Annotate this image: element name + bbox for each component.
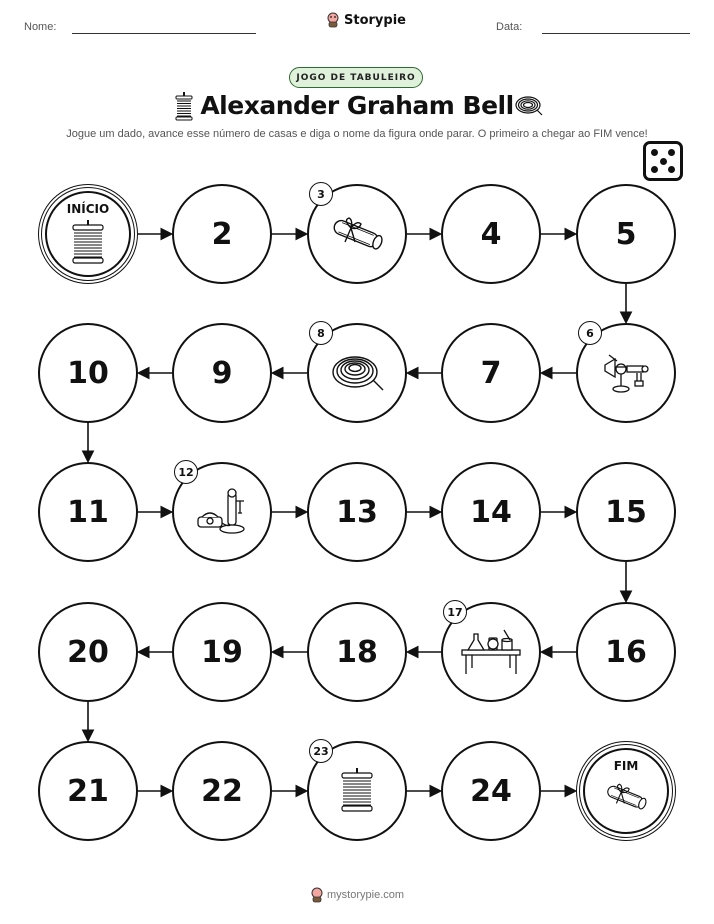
footer-url: mystorypie.com <box>327 888 405 901</box>
diploma-scroll-icon <box>602 781 650 817</box>
board-cell-16 <box>576 602 676 702</box>
cell-number: 5 <box>615 216 637 252</box>
board-cell-20 <box>38 602 138 702</box>
cell-number: 11 <box>67 494 109 530</box>
wire-coil-icon <box>329 350 385 400</box>
lab-table-icon <box>458 626 524 682</box>
board-cell-7 <box>441 323 541 423</box>
name-label: Nome: <box>24 21 57 33</box>
board-cell-10 <box>38 323 138 423</box>
tuning-fork-apparatus-icon <box>601 351 651 399</box>
coil-icon <box>71 220 105 270</box>
brand-name: Storypie <box>344 12 406 28</box>
cell-number: 16 <box>605 634 647 670</box>
board-cell-3 <box>307 184 407 284</box>
board-cell-17 <box>441 602 541 702</box>
board-cell-end <box>576 741 676 841</box>
cell-number-badge: 12 <box>174 460 198 484</box>
board-cell-15 <box>576 462 676 562</box>
board-cell-8 <box>307 323 407 423</box>
cell-number-badge: 23 <box>309 739 333 763</box>
board-cell-12 <box>172 462 272 562</box>
cell-number: 18 <box>336 634 378 670</box>
board-cell-22 <box>172 741 272 841</box>
board-cell-24 <box>441 741 541 841</box>
cell-number: 7 <box>480 355 502 391</box>
cell-number: 14 <box>470 494 512 530</box>
cell-number-badge: 17 <box>443 600 467 624</box>
pig-mascot-icon <box>310 887 324 903</box>
date-label: Data: <box>496 21 523 33</box>
cell-number-badge: 3 <box>309 182 333 206</box>
board-cell-11 <box>38 462 138 562</box>
diploma-scroll-icon <box>327 214 387 258</box>
board-cell-23 <box>307 741 407 841</box>
cell-number: 21 <box>67 773 109 809</box>
cell-number-badge: 6 <box>578 321 602 345</box>
footer <box>0 887 714 903</box>
board-cell-13 <box>307 462 407 562</box>
board-cell-19 <box>172 602 272 702</box>
page-title: Alexander Graham Bell <box>200 91 514 120</box>
board-cell-21 <box>38 741 138 841</box>
cell-number: 24 <box>470 773 512 809</box>
board-cell-5 <box>576 184 676 284</box>
cell-number-badge: 8 <box>309 321 333 345</box>
board-cell-6 <box>576 323 676 423</box>
game-type-badge: JOGO DE TABULEIRO <box>289 67 423 88</box>
board-cell-4 <box>441 184 541 284</box>
board-cell-18 <box>307 602 407 702</box>
board-cell-14 <box>441 462 541 562</box>
cell-number: 19 <box>201 634 243 670</box>
start-label: INÍCIO <box>66 202 110 216</box>
cell-number: 15 <box>605 494 647 530</box>
board-cell-2 <box>172 184 272 284</box>
coil-icon <box>340 768 374 818</box>
board-cell-9 <box>172 323 272 423</box>
cell-number: 22 <box>201 773 243 809</box>
instructions: Jogue um dado, avance esse número de casas e diga o nome da figura onde parar. O primeiro a chegar ao FIM vence! <box>66 128 648 140</box>
cell-number: 4 <box>480 216 502 252</box>
vintage-telephone-icon <box>194 487 250 541</box>
board-cell-start <box>38 184 138 284</box>
cell-number: 20 <box>67 634 109 670</box>
cell-number: 13 <box>336 494 378 530</box>
cell-number: 2 <box>211 216 233 252</box>
end-label: FIM <box>613 759 639 773</box>
cell-number: 10 <box>67 355 109 391</box>
cell-number: 9 <box>211 355 233 391</box>
